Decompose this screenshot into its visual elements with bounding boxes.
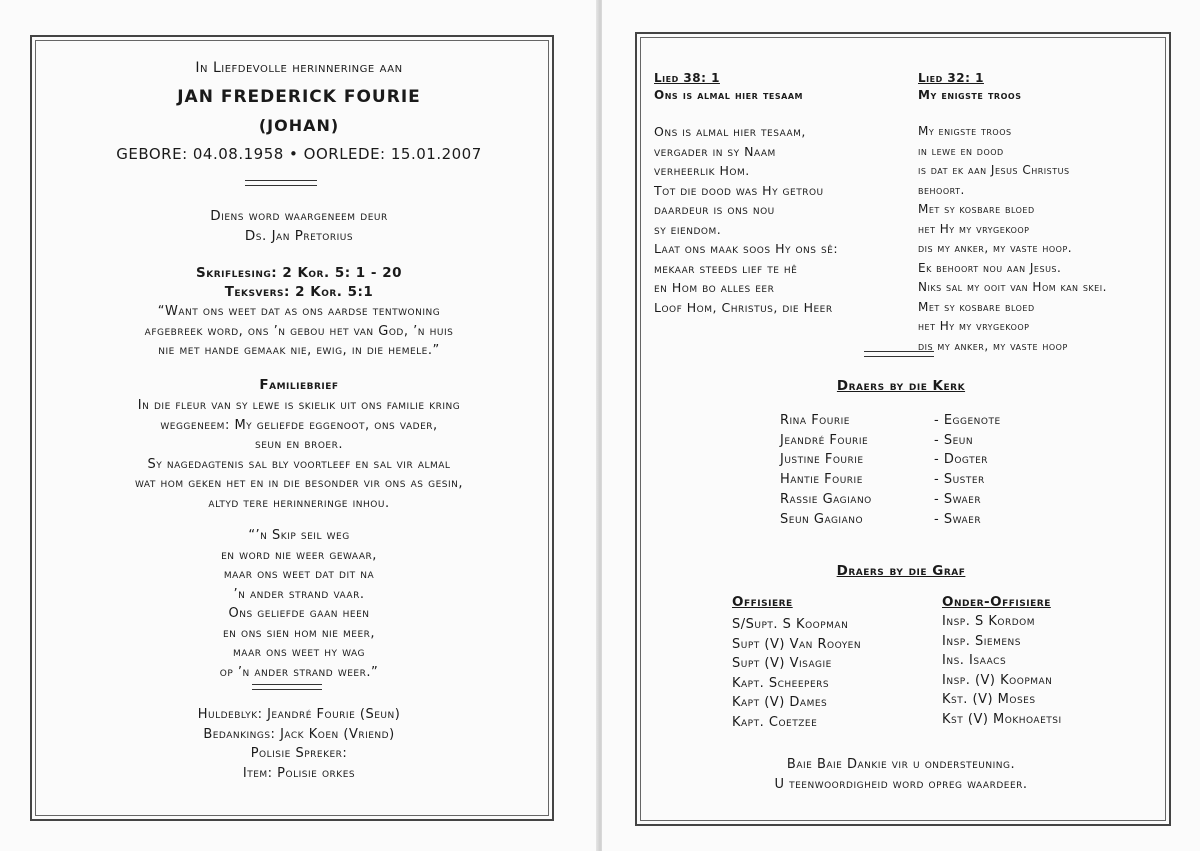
divider-3	[864, 351, 934, 357]
bearer-name: Justine Fourie	[780, 452, 864, 468]
lyric-line: Loof Hom, Christus, die Heer	[654, 299, 833, 315]
grave-bearers-title: Draers by die Graf	[836, 563, 966, 579]
officers-title: Offisiere	[732, 594, 793, 610]
lyric-line: het Hy my vrygekoop	[918, 221, 1030, 236]
church-bearers-list	[780, 411, 1001, 529]
deceased-nickname: (JOHAN)	[258, 116, 340, 135]
bearer-name: Jeandré Fourie	[780, 432, 869, 448]
program-line: Bedankings: Jack Koen (Vriend)	[203, 726, 395, 742]
lyric-line: Laat ons maak soos Hy ons sê:	[654, 241, 839, 256]
officer-item: S/Supt. S Koopman	[732, 617, 849, 632]
left-page	[0, 0, 598, 851]
lyric-line: het Hy my vrygekoop	[918, 319, 1030, 333]
family-letter-line: altyd tere herinneringe inhou.	[208, 495, 390, 511]
bearer-relation: - Dogter	[934, 452, 989, 468]
quote-line: afgebreek word, ons ’n gebou het van God, ’n huis	[144, 323, 454, 339]
bearer-row	[780, 470, 1001, 490]
bearer-row	[780, 450, 1001, 470]
church-bearers-title: Draers by die Kerk	[836, 378, 966, 394]
officers-column	[732, 592, 932, 732]
nco-item: Insp. Siemens	[942, 633, 1021, 649]
poem-line: en word nie weer gewaar,	[221, 547, 377, 563]
text-verse: Teksvers: 2 Kor. 5:1	[224, 284, 374, 300]
birth-death-dates: GEBORE: 04.08.1958 • OORLEDE: 15.01.2007	[116, 145, 482, 163]
family-letter-line: In die fleur van sy lewe is skielik uit ons familie kring	[137, 398, 461, 413]
poem-line: “’n Skip seil weg	[248, 528, 350, 543]
thanks-line: Baie Baie Dankie vir u ondersteuning.	[786, 757, 1016, 772]
bearer-relation: - Eggenote	[934, 413, 1001, 428]
deceased-name: JAN FREDERICK FOURIE	[177, 87, 421, 107]
lyric-line: Ons is almal hier tesaam,	[654, 124, 806, 139]
officer-item: Kapt. Scheepers	[732, 675, 830, 691]
thanks-line: U teenwoordigheid word opreg waardeer.	[774, 776, 1028, 792]
poem-line: maar ons weet dat dit na	[223, 567, 375, 582]
lyric-line: Tot die dood was Hy getrou	[654, 182, 824, 198]
bearer-name: Seun Gagiano	[780, 511, 864, 527]
lyric-line: dis my anker, my vaste hoop.	[918, 241, 1073, 255]
poem-line: en ons sien hom nie meer,	[222, 625, 376, 641]
nco-item: Insp. S Kordom	[942, 614, 1035, 629]
service-block	[0, 206, 598, 246]
officer-item: Kapt (V) Dames	[732, 695, 828, 710]
quote-line: nie met hande gemaak nie, ewig, in die hemele.”	[158, 343, 440, 358]
lyric-line: mekaar steeds lief te hê	[654, 260, 798, 276]
lyric-line: dis my anker, my vaste hoop	[918, 338, 1068, 353]
family-letter	[40, 396, 558, 513]
lyric-line: en Hom bo alles eer	[654, 280, 775, 295]
bearer-name: Rina Fourie	[780, 413, 850, 428]
nco-item: Kst. (V) Moses	[942, 692, 1036, 707]
lyric-line: vergader in sy Naam	[654, 143, 776, 159]
program	[40, 705, 558, 783]
hymn-38-title: Ons is almal hier tesaam	[654, 88, 803, 102]
hymn-38-number: Lied 38: 1	[654, 71, 720, 85]
hymn-32-lyrics	[918, 122, 1168, 356]
poem-line: op ’n ander strand weer.”	[219, 664, 379, 680]
family-letter-line: seun en broer.	[255, 437, 343, 452]
poem-line: ’n ander strand vaar.	[233, 586, 365, 602]
program-line: Item: Polisie orkes	[242, 765, 356, 781]
officer-item: Supt (V) Van Rooyen	[732, 636, 862, 652]
nco-item: Kst (V) Mokhoaetsi	[942, 711, 1062, 727]
lyric-line: verheerlik Hom.	[654, 163, 750, 178]
lyric-line: is dat ek aan Jesus Christus	[918, 163, 1070, 177]
bearer-row	[780, 431, 1001, 451]
intro-text: In Liefdevolle herinneringe aan	[195, 60, 403, 76]
hymn-32-title: My enigste troos	[918, 88, 1022, 102]
lyric-line: daardeur is ons nou	[654, 202, 775, 217]
nco-column	[942, 592, 1162, 729]
nco-item: Insp. (V) Koopman	[942, 672, 1053, 688]
quote-line: “Want ons weet dat as ons aardse tentwoning	[157, 304, 441, 319]
bearer-relation: - Swaer	[934, 511, 982, 527]
hymn-38-lyrics	[654, 122, 914, 317]
poem-line: maar ons weet hy wag	[232, 645, 366, 660]
family-letter-title: Familiebrief	[259, 377, 339, 393]
service-by-text: Diens word waargeneem deur	[210, 208, 388, 224]
bearer-name: Rassie Gagiano	[780, 491, 872, 507]
lyric-line: sy eiendom.	[654, 221, 722, 237]
divider-1	[245, 180, 317, 186]
program-line: Huldeblyk: Jeandré Fourie (Seun)	[197, 707, 401, 722]
bearer-row	[780, 510, 1001, 530]
lyric-line: in lewe en dood	[918, 143, 1004, 158]
officers-list	[732, 615, 932, 732]
lyric-line: Ek behoort nou aan Jesus.	[918, 260, 1062, 275]
bearer-relation: - Swaer	[934, 491, 982, 507]
program-line: Polisie Spreker:	[250, 746, 348, 761]
poem	[60, 526, 538, 682]
nco-title: Onder-Offisiere	[942, 594, 1051, 610]
lyric-line: Met sy kosbare bloed	[918, 202, 1035, 216]
scripture-block	[0, 264, 598, 302]
scripture-reading: Skriflesing: 2 Kor. 5: 1 - 20	[196, 265, 402, 281]
poem-line: Ons geliefde gaan heen	[228, 606, 370, 621]
bearer-relation: - Seun	[934, 432, 974, 448]
right-page	[602, 0, 1200, 851]
lyric-line: Niks sal my ooit van Hom kan skei.	[918, 280, 1107, 294]
bible-quote	[40, 302, 558, 361]
nco-list	[942, 612, 1162, 729]
bearer-name: Hantie Fourie	[780, 472, 863, 488]
hymn-32	[918, 70, 1168, 356]
bearer-row	[780, 490, 1001, 510]
bearer-row	[780, 411, 1001, 431]
nco-item: Ins. Isaacs	[942, 653, 1007, 668]
hymn-32-number: Lied 32: 1	[918, 71, 984, 85]
family-letter-line: Sy nagedagtenis sal bly voortleef en sal vir almal	[147, 456, 451, 472]
officer-item: Supt (V) Visagie	[732, 656, 832, 671]
family-letter-line: wat hom geken het en in die besonder vir ons as gesin,	[134, 476, 464, 491]
bearer-relation: - Suster	[934, 472, 985, 488]
officer-item: Kapt. Coetzee	[732, 714, 818, 730]
thanks-note	[642, 755, 1160, 794]
divider-2	[252, 684, 322, 690]
family-letter-line: weggeneem: My geliefde eggenoot, ons vader,	[160, 417, 438, 433]
lyric-line: behoort.	[918, 182, 965, 197]
hymn-38	[654, 70, 914, 317]
minister-name: Ds. Jan Pretorius	[244, 228, 354, 244]
lyric-line: Met sy kosbare bloed	[918, 299, 1035, 314]
lyric-line: My enigste troos	[918, 124, 1012, 138]
